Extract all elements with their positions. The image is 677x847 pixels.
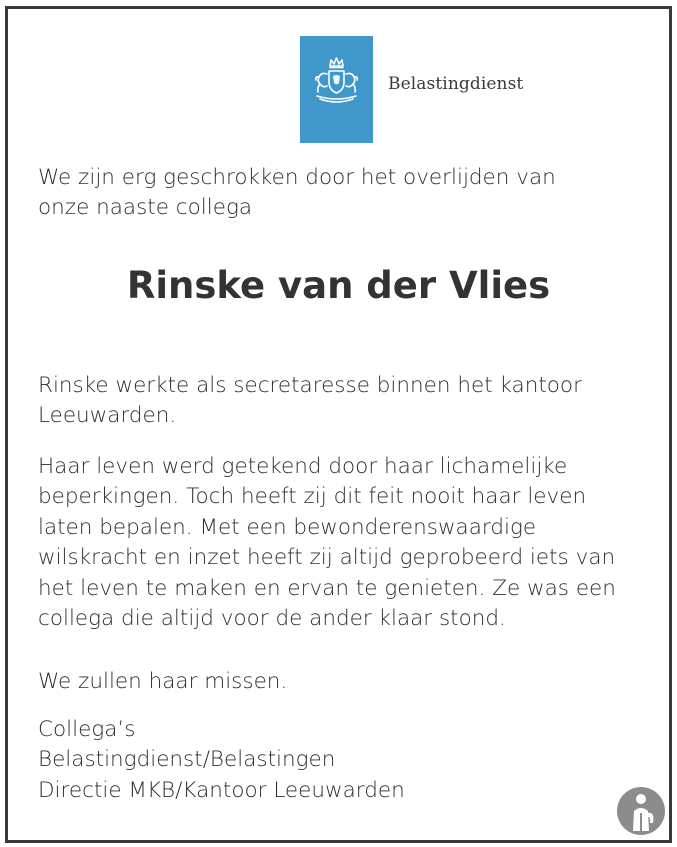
intro-line-2: onze naaste collega <box>38 195 253 220</box>
belastingdienst-logo-block <box>300 36 373 143</box>
signature-line-1: Collega’s <box>38 717 136 742</box>
paragraph2-line-4: wilskracht en inzet heeft zij altijd geprobeerd iets van <box>38 545 616 570</box>
intro-line-1: We zijn erg geschrokken door het overlijden van <box>38 165 556 190</box>
brand-name: Belastingdienst <box>388 74 524 94</box>
signature-line-2: Belastingdienst/Belastingen <box>38 747 336 772</box>
paragraph2-line-2: beperkingen. Toch heeft zij dit feit nooit haar leven <box>38 484 587 509</box>
royal-coat-of-arms-icon <box>300 36 373 143</box>
paragraph2-line-6: collega die altijd voor de ander klaar stond. <box>38 606 506 631</box>
closing-line: We zullen haar missen. <box>38 669 288 694</box>
paragraph1-line-2: Leeuwarden. <box>38 403 177 428</box>
deceased-name: Rinske van der Vlies <box>126 264 551 307</box>
signature-line-3: Directie MKB/Kantoor Leeuwarden <box>38 778 405 803</box>
paragraph2-line-5: het leven te maken en ervan te genieten. Ze was een <box>38 576 616 601</box>
memorial-figure-icon <box>617 787 665 835</box>
paragraph2-line-3: laten bepalen. Met een bewonderenswaardige <box>38 515 537 540</box>
paragraph1-line-1: Rinske werkte als secretaresse binnen het kantoor <box>38 373 582 398</box>
paragraph2-line-1: Haar leven werd getekend door haar lichamelijke <box>38 454 568 479</box>
